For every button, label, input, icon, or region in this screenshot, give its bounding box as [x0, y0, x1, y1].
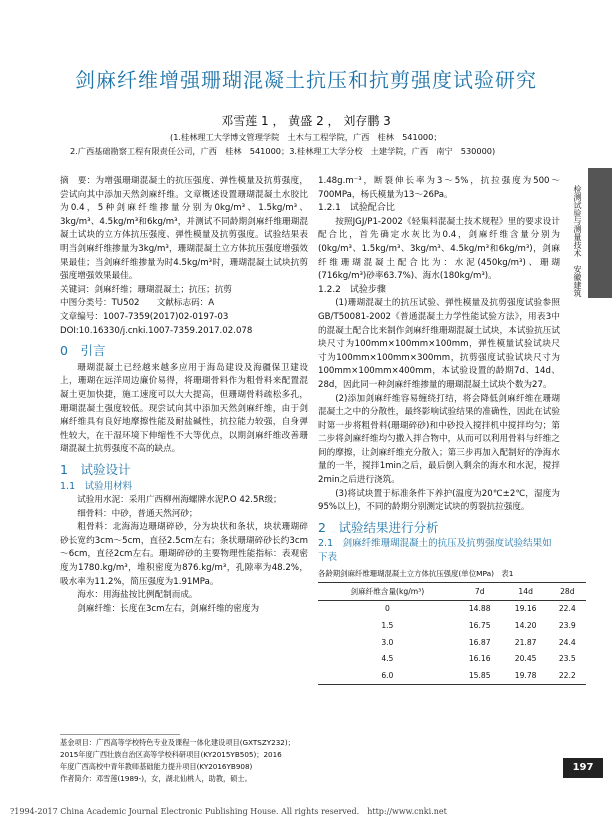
paper-title: 剑麻纤维增强珊瑚混凝土抗压和抗剪强度试验研究	[75, 68, 537, 92]
table-header-row	[318, 583, 586, 601]
step-3: (3)将试块置于标准条件下养护(温度为20℃±2℃，湿度为95%以上)，不同的龄期分别测定试块的剪裂抗拉强度。	[318, 488, 560, 513]
footnote-rule	[60, 734, 180, 735]
table-header-cell: 剑麻纤维含量(kg/m³)	[318, 583, 457, 601]
fiber-properties: 1.48g.m⁻³，断裂伸长率为3～5%，抗拉强度为500～700MPa，杨氏模量为13～26Pa。	[318, 176, 560, 200]
article-number: 文章编号：1007-7359(2017)02-0197-03	[60, 311, 229, 322]
material-sisal-fiber: 剑麻纤维：长度在3cm左右，剑麻纤维的密度为	[77, 603, 260, 614]
table-cell: 16.75	[468, 620, 491, 630]
funding-note	[60, 737, 310, 785]
classification: 中图分类号：TU502 文献标志码：A	[60, 298, 215, 309]
table-header-cell: 7d	[457, 583, 503, 601]
subsection-heading-steps: 1.2.2 试验步骤	[318, 284, 386, 295]
subsection-heading-materials: 1.1 试验用材料	[60, 481, 133, 493]
left-column	[60, 175, 308, 616]
table-cell: 22.2	[549, 667, 586, 684]
table-row	[318, 600, 586, 617]
table-cell: 16.16	[468, 654, 491, 664]
material-fine-aggregate: 细骨料：中砂，普通天然河砂；	[77, 508, 198, 519]
section-heading-results: 2 试验结果进行分析	[318, 519, 439, 535]
subsection-heading-mix: 1.2.1 试验配合比	[318, 203, 395, 214]
table-cell: 19.78	[503, 667, 549, 684]
section-heading-design: 1 试验设计	[60, 461, 131, 477]
table-cell: 3.0	[381, 637, 394, 647]
table-cell: 15.85	[457, 667, 503, 684]
fund-line: 基金项目：广西高等学校特色专业及课程一体化建设项目(GXTSZY232)；	[60, 738, 295, 747]
table-cell: 23.5	[558, 654, 576, 664]
table-cell: 21.87	[514, 637, 537, 647]
table-row	[318, 651, 586, 668]
table-cell: 4.5	[381, 654, 394, 664]
table-cell: 16.87	[468, 637, 491, 647]
abstract: 摘 要：为增强珊瑚混凝土的抗压强度、弹性模量及抗剪强度，尝试向其中添加天然剑麻纤维。文章概述设置珊瑚混凝土水胶比为0.4，5种剑麻纤维掺量分别为0kg/m³、1.5kg/m³、3kg/m³、4.5kg/m³和6kg/m³，并测试不同龄期剑麻纤维珊瑚混凝土试块的立方体抗压强度、弹性模量及抗剪强度。试验结果表明当剑麻纤维掺量为3kg/m³，珊瑚混凝土立方体抗压强度增强效果最佳；当剑麻纤维掺量为时4.5kg/m³时，珊瑚混凝土试块抗剪强度增强效果最佳。	[60, 176, 308, 282]
table-caption: 各龄期剑麻纤维珊瑚混凝土立方体抗压强度(单位MPa) 表1	[318, 568, 514, 578]
material-coarse-aggregate: 粗骨料：北海海边珊瑚碎砂，分为块状和条状，块状珊瑚碎砂长宽约3cm～5cm，直径2.5cm左右；条状珊瑚碎砂长约3cm～6cm，直径2cm左右。珊瑚碎砂的主要物理性能指标：表观密度为1780.kg/m³，堆积密度为876.kg/m³，孔隙率为48.2%，吸水率为11.2%，简压强度为1.91MPa。	[60, 522, 308, 587]
table-header-cell: 28d	[549, 583, 586, 601]
table-row	[318, 667, 586, 684]
table-cell: 14.88	[468, 604, 491, 614]
affiliation-line-1: (1.桂林理工大学博文管理学院 土木与工程学院，广西 桂林 541000；	[170, 132, 442, 142]
subsection-heading-strength: 2.1 剑麻纤维珊瑚混凝土的抗压及抗剪强度试验结果如下表	[318, 538, 552, 564]
table-cell: 6.0	[318, 667, 457, 684]
material-seawater: 海水：用海盐按比例配制而成。	[77, 590, 198, 601]
right-column	[318, 175, 576, 685]
table-cell: 14.20	[514, 620, 537, 630]
fund-line: 年度广西高校中青年教师基础能力提升项目(KY2016YB908)	[60, 762, 253, 771]
table-cell: 0	[384, 604, 390, 614]
fund-line: 作者简介：邓雪莲(1989-)，女，湖北仙桃人，助教，硕士。	[60, 774, 252, 783]
table-header-cell: 14d	[503, 583, 549, 601]
material-cement: 试验用水泥：采用广西柳州海螺牌水泥P.O 42.5R级；	[77, 495, 282, 506]
intro-paragraph: 珊瑚混凝土已经越来越多应用于海岛建设及海疆保卫建设上，珊瑚在远洋周边廉价易得，将珊瑚骨料作为粗骨料来配置混凝土更加快捷，施工速度可以大大提高，但珊瑚骨料疏松多孔，珊瑚混凝土强度较低。现尝试向其中添加天然剑麻纤维，由于剑麻纤维具有良好地摩擦性能及耐盐碱性，抗拉能力较强，自身弹性较大，在干湿环境下伸缩性不大等优点，以期剑麻纤维改善珊瑚混凝土抗剪强度不高的缺点。	[60, 362, 308, 455]
table-cell: 23.9	[558, 620, 576, 630]
step-2: (2)添加剑麻纤维容易缠绕打结，将会降低剑麻纤维在珊瑚混凝土之中的分散性，最终影响试验结果的准确性，因此在试验时第一步将粗骨料(珊瑚碎砂)和中砂投入搅拌机中搅拌均匀；第二步将剑麻纤维均匀撒入拌合物中，从而可以利用骨料与纤维之间的摩擦，让剑麻纤维充分散入；第三步再加入配制好的净海水量的一半，搅拌1min之后，最后倒入剩余的海水和水泥，搅拌2min之后进行浇筑。	[318, 393, 560, 486]
author-list: 邓雪莲 1 ， 黄盛 2 ， 刘存鹏 3	[221, 114, 391, 128]
copyright-footer: ?1994-2017 China Academic Journal Electronic Publishing House. All rights reserved. http://www.cnki.net	[10, 807, 447, 816]
section-heading-intro: 0 引言	[60, 343, 106, 359]
table-row	[318, 634, 586, 651]
compressive-strength-table	[318, 582, 586, 685]
mix-paragraph: 按照JGJ/P1-2002《轻集料混凝土技术规程》里的要求设计配合比，首先确定水灰比为0.4，剑麻纤维含量分别为(0kg/m³、1.5kg/m³、3kg/m³、4.5kg/m³和6kg/m³)，剑麻纤维珊瑚混凝土配合比为：水泥(450kg/m³)、珊瑚(716kg/m³)砂率63.7%)、海水(180kg/m³)。	[318, 216, 560, 282]
table-cell: 20.45	[514, 654, 537, 664]
keywords: 关键词：剑麻纤维；珊瑚混凝土；抗压；抗剪	[60, 284, 232, 295]
table-cell: 1.5	[381, 620, 394, 630]
affiliation-line-2: 2.广西基础勘察工程有限责任公司，广西 桂林 541000；3.桂林理工大学分校 土建学院，广西 南宁 530000)	[70, 146, 496, 156]
table-cell: 22.4	[558, 604, 576, 614]
table-cell: 24.4	[558, 637, 576, 647]
journal-section-label: 检测试验与测量技术 安徽建筑	[573, 185, 582, 297]
doi: DOI:10.16330/j.cnki.1007-7359.2017.02.078	[60, 325, 253, 336]
table-row	[318, 617, 586, 634]
journal-sidebar-tab	[588, 168, 612, 298]
page-number: 197	[563, 758, 603, 778]
fund-line: 2015年度广西壮族自治区高等学校科研项目(KY2015YB505)；2016	[60, 750, 282, 759]
step-1: (1)珊瑚混凝土的抗压试验、弹性模量及抗剪强度试验参照GB/T50081-2002《普通混凝土力学性能试验方法》，用表3中的混凝土配合比来制作剑麻纤维珊瑚混凝土试块，本试验抗压试块尺寸为100mm×100mm×100mm，弹性模量试验试块尺寸为100mm×100mm×300mm，抗剪强度试验试块尺寸为100mm×100mm×400mm，本试验设置的龄期7d、14d、28d，因此同一种剑麻纤维掺量的珊瑚混凝土试块个数为27。	[318, 298, 560, 390]
table-cell: 19.16	[514, 604, 537, 614]
